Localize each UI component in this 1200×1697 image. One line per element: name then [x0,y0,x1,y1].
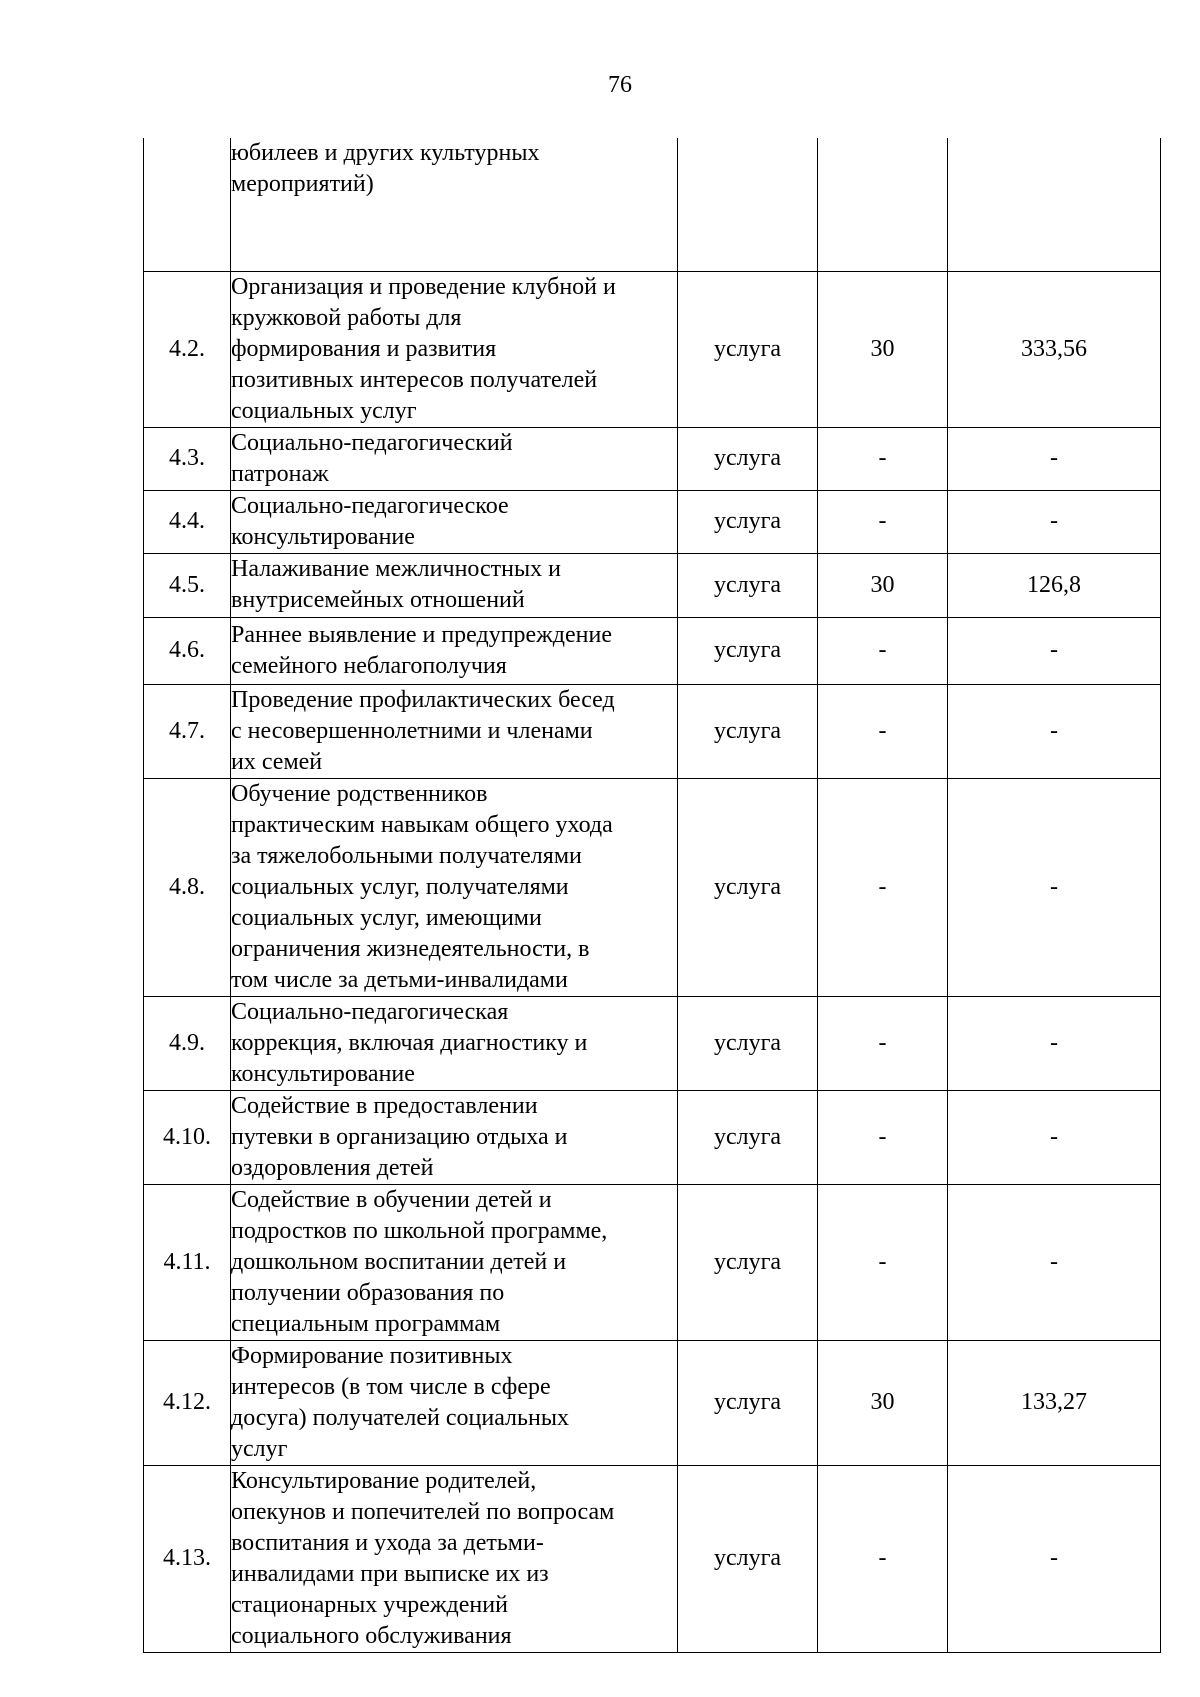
unit-of-measure: услуга [678,553,818,617]
quantity: - [818,617,948,684]
price: 133,27 [948,1340,1161,1465]
service-name: Социально-педагогическая коррекция, включая диагностику и консультирование [231,996,678,1090]
unit-of-measure: услуга [678,778,818,996]
unit-of-measure: услуга [678,271,818,427]
unit-of-measure: услуга [678,1340,818,1465]
price: - [948,1090,1161,1184]
price: - [948,778,1161,996]
unit-of-measure: услуга [678,490,818,553]
service-name: Содействие в предоставлении путевки в организацию отдыха и оздоровления детей [231,1090,678,1184]
quantity: 30 [818,271,948,427]
quantity: - [818,490,948,553]
unit-of-measure: услуга [678,1184,818,1340]
table-row [144,778,1161,996]
quantity: - [818,778,948,996]
service-name: Обучение родственников практическим навыкам общего ухода за тяжелобольными получателями социальных услуг, получателями социальных услуг, имеющими ограничения жизнедеятельности, в том числе за детьми-инвалидами [231,778,678,996]
table-row [144,1465,1161,1652]
row-number: 4.13. [144,1465,231,1652]
table-row [144,271,1161,427]
row-number: 4.7. [144,684,231,778]
service-name: Содействие в обучении детей и подростков по школьной программе, дошкольном воспитании детей и получении образования по специальным программам [231,1184,678,1340]
services-table [143,138,1161,1653]
quantity: - [818,996,948,1090]
row-number: 4.12. [144,1340,231,1465]
row-number: 4.2. [144,271,231,427]
quantity: - [818,1184,948,1340]
unit-of-measure: услуга [678,1090,818,1184]
quantity: 30 [818,553,948,617]
quantity: - [818,1465,948,1652]
price: - [948,490,1161,553]
price: - [948,1465,1161,1652]
unit-of-measure: услуга [678,617,818,684]
page-number: 76 [608,72,632,98]
row-number: 4.6. [144,617,231,684]
row-number: 4.3. [144,427,231,490]
price: - [948,996,1161,1090]
unit-of-measure: услуга [678,427,818,490]
table-row [144,617,1161,684]
service-name: Формирование позитивных интересов (в том числе в сфере досуга) получателей социальных услуг [231,1340,678,1465]
price: - [948,1184,1161,1340]
service-name: юбилеев и других культурных мероприятий) [231,138,678,271]
table-body [144,138,1161,1652]
quantity: - [818,684,948,778]
service-name: Социально-педагогический патронаж [231,427,678,490]
price: 126,8 [948,553,1161,617]
quantity: - [818,427,948,490]
table-row [144,1340,1161,1465]
table-row [144,138,1161,271]
table-row [144,1184,1161,1340]
unit-of-measure [678,138,818,271]
table-row [144,490,1161,553]
service-name: Организация и проведение клубной и кружковой работы для формирования и развития позитивных интересов получателей социальных услуг [231,271,678,427]
service-name: Консультирование родителей, опекунов и попечителей по вопросам воспитания и ухода за детьми- инвалидами при выписке их из стационарных учреждений социального обслуживания [231,1465,678,1652]
price: 333,56 [948,271,1161,427]
price: - [948,684,1161,778]
service-name: Проведение профилактических бесед с несовершеннолетними и членами их семей [231,684,678,778]
service-name: Раннее выявление и предупреждение семейного неблагополучия [231,617,678,684]
service-name: Налаживание межличностных и внутрисемейных отношений [231,553,678,617]
quantity: - [818,1090,948,1184]
price: - [948,427,1161,490]
price [948,138,1161,271]
table-row [144,996,1161,1090]
quantity: 30 [818,1340,948,1465]
unit-of-measure: услуга [678,1465,818,1652]
unit-of-measure: услуга [678,684,818,778]
service-name: Социально-педагогическое консультирование [231,490,678,553]
table-row [144,1090,1161,1184]
row-number: 4.5. [144,553,231,617]
unit-of-measure: услуга [678,996,818,1090]
row-number: 4.10. [144,1090,231,1184]
row-number [144,138,231,271]
row-number: 4.4. [144,490,231,553]
price: - [948,617,1161,684]
table-row [144,684,1161,778]
quantity [818,138,948,271]
table-row [144,553,1161,617]
row-number: 4.11. [144,1184,231,1340]
row-number: 4.9. [144,996,231,1090]
table-row [144,427,1161,490]
row-number: 4.8. [144,778,231,996]
